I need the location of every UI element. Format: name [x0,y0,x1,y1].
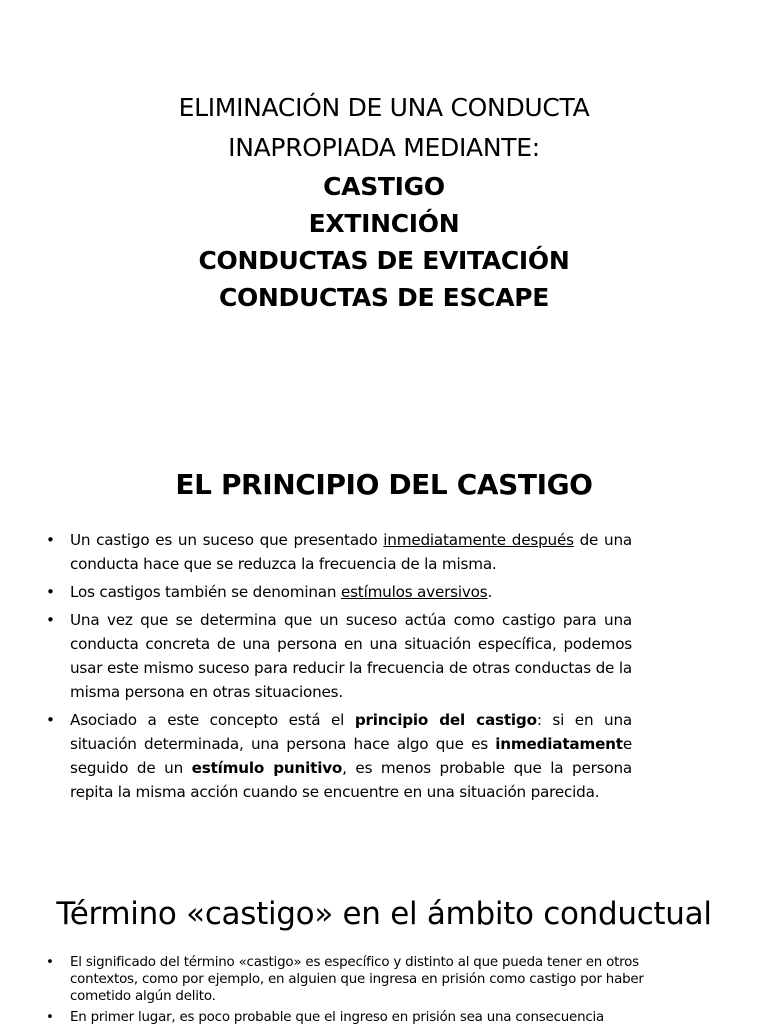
text: , es menos probable que la persona repita la misma acción cuando se encuentre en una situación parecida. [70,759,632,801]
topic-conductas-escape: CONDUCTAS DE ESCAPE [218,283,550,312]
bullet-dot: • [46,531,55,549]
bullet-item [46,580,632,604]
underlined-text: estímulos aversivos [340,583,488,601]
bullet-dot: • [46,1010,54,1025]
text: e seguido de un [70,735,632,777]
text: El significado del término «castigo» es específico y distinto al que pueda tener en otros contextos, como por ejemplo, en alguien que ingresa en prisión como castigo por haber cometido algún delito. [70,955,644,1004]
bold-text: estímulo punitivo [191,759,343,777]
slide-principio-castigo [0,400,768,840]
bullet-dot: • [46,611,55,629]
bullet-dot: • [46,955,54,970]
text: Una vez que se determina que un suceso actúa como castigo para una conducta concreta de una persona en una situación específica, podemos usar este mismo suceso para reducir la frecuencia de otras conductas de la misma persona en otras situaciones. [70,611,632,701]
topic-extincion: EXTINCIÓN [308,209,460,238]
bullet-item [46,1009,706,1026]
topic-castigo: CASTIGO [323,172,445,201]
underlined-text: inmediatamente después [383,531,574,549]
bold-text: principio del castigo [354,711,537,729]
text: de una conducta hace que se reduzca la frecuencia de la misma. [70,531,632,573]
slide-title [0,0,768,400]
title-line-2: INAPROPIADA MEDIANTE: [228,133,540,162]
text: En primer lugar, es poco probable que el ingreso en prisión sea una consecuencia [70,1010,605,1025]
bullet-list [46,528,632,808]
bullet-dot: • [46,711,55,729]
bullet-item [46,954,706,1005]
topic-conductas-evitacion: CONDUCTAS DE EVITACIÓN [198,246,570,275]
slide-termino-castigo [0,840,768,1024]
title-block [0,88,768,316]
slide-heading: EL PRINCIPIO DEL CASTIGO [175,468,593,501]
text: : si en una situación determinada, una persona hace algo que es [70,711,632,753]
bullet-item [46,608,632,704]
slide-heading: Término «castigo» en el ámbito conductual [56,896,712,932]
bullet-item [46,528,632,576]
bullet-list [46,954,706,1030]
bold-text: inmediatament [495,735,623,753]
text: . [487,583,493,601]
text: Un castigo es un suceso que presentado [70,531,384,549]
bullet-item [46,708,632,804]
text: Asociado a este concepto está el [70,711,355,729]
bullet-dot: • [46,583,55,601]
title-line-1: ELIMINACIÓN DE UNA CONDUCTA [178,93,590,122]
text: Los castigos también se denominan [70,583,341,601]
